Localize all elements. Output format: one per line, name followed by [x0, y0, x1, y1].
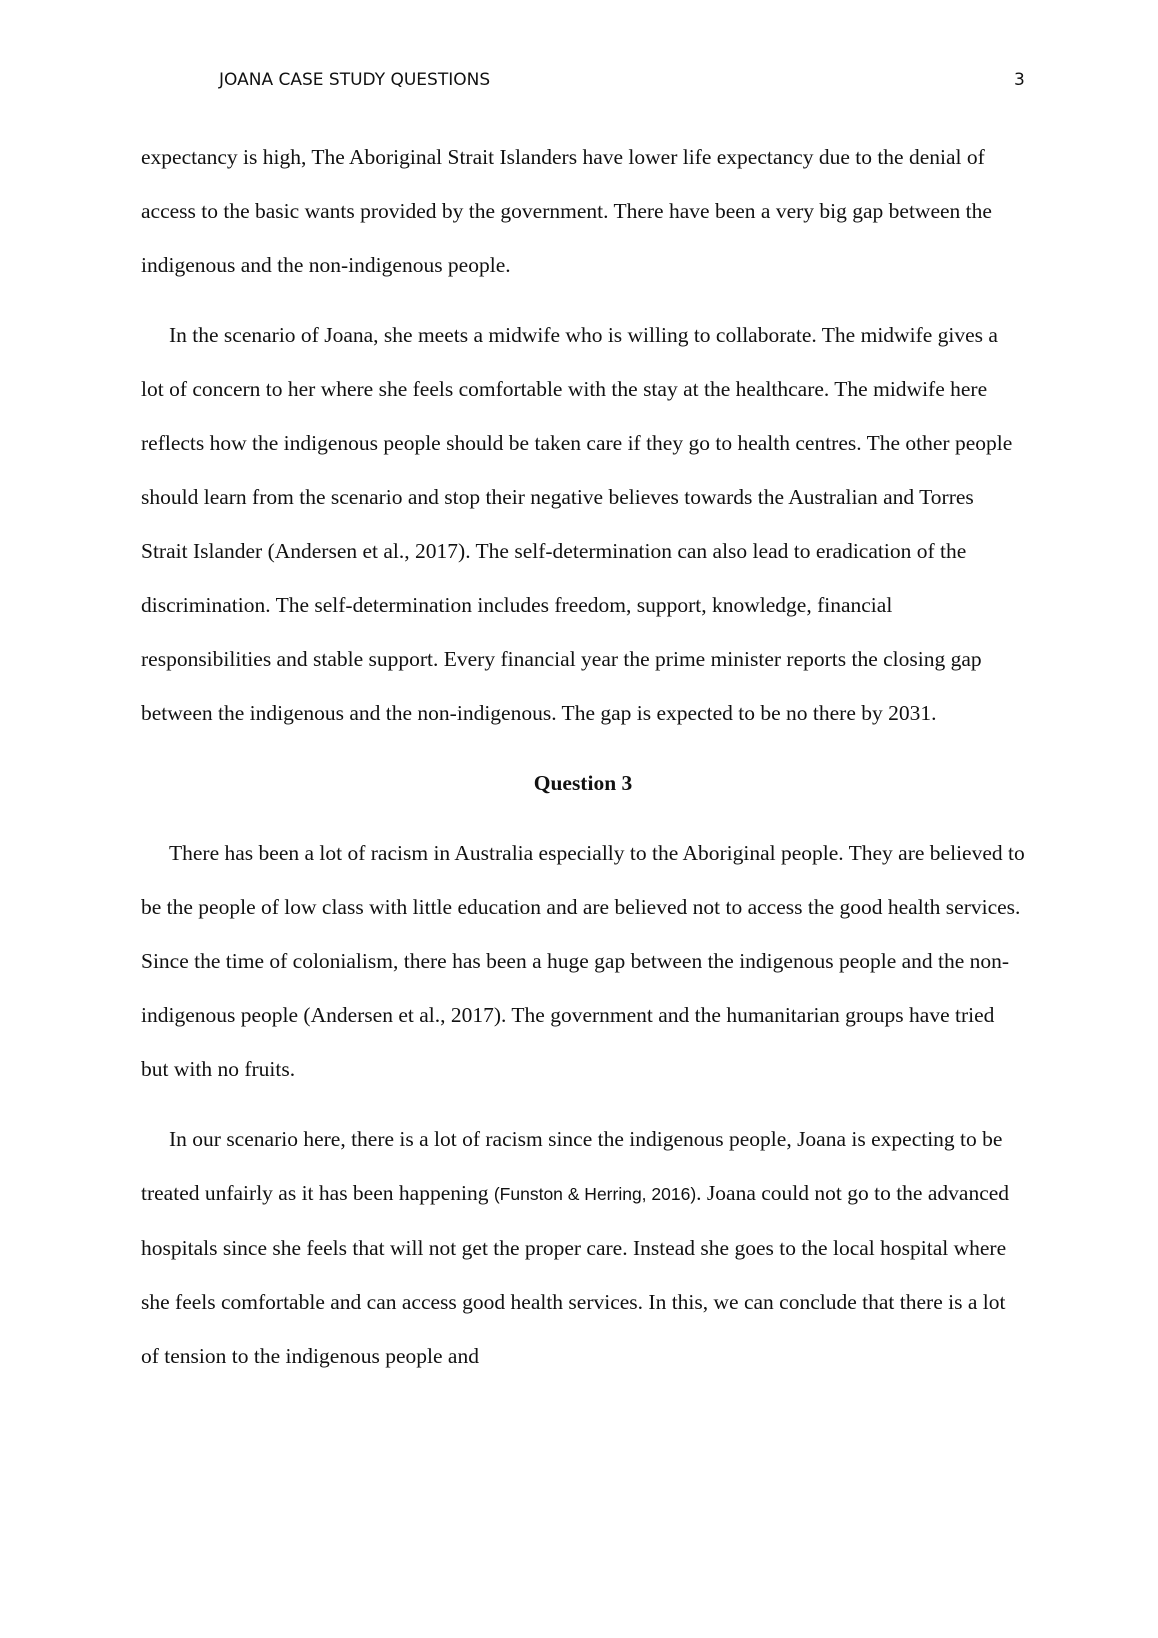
- citation-funston-herring: (Funston & Herring, 2016): [493, 1184, 697, 1204]
- paragraph-1: expectancy is high, The Aboriginal Strait Islanders have lower life expectancy due to the denial of access to the basic wants provided by the government. There have been a very big gap between the indigenous and the non-indigenous people.: [141, 145, 992, 277]
- paragraph-4-text-end: . Joana could not go to the advanced hospitals since she feels that will not get the proper care. Instead she goes to the local hospital where she feels comfortable and can access good health services. In this, we can conclude that there is a lot of tension to the indigenous people and: [141, 1181, 1010, 1368]
- paragraph-4-text-start: In our scenario here, there is a lot of racism since the indigenous people, Joana is expecting to be treated unfairly as it has been happening: [141, 1127, 1003, 1205]
- document-body: [141, 130, 1025, 1399]
- paragraph-4: [141, 1112, 1025, 1383]
- page-number: 3: [1014, 70, 1025, 90]
- paragraph-2: In the scenario of Joana, she meets a midwife who is willing to collaborate. The midwife gives a lot of concern to her where she feels comfortable with the stay at the healthcare. The midwife here reflects how the indigenous people should be taken care if they go to health centres. The other people should learn from the scenario and stop their negative believes towards the Australian and Torres Strait Islander (Andersen et al., 2017). The self-determination can also lead to eradication of the discrimination. The self-determination includes freedom, support, knowledge, financial responsibilities and stable support. Every financial year the prime minister reports the closing gap between the indigenous and the non-indigenous. The gap is expected to be no there by 2031.: [141, 323, 1013, 725]
- paragraph-3: There has been a lot of racism in Australia especially to the Aboriginal people. They are believed to be the people of low class with little education and are believed not to access the good health services. Since the time of colonialism, there has been a huge gap between the indigenous people and the non-indigenous people (Andersen et al., 2017). The government and the humanitarian groups have tried but with no fruits.: [141, 841, 1025, 1081]
- section-heading-question-3: Question 3: [533, 771, 633, 795]
- running-head: JOANA CASE STUDY QUESTIONS: [219, 70, 491, 90]
